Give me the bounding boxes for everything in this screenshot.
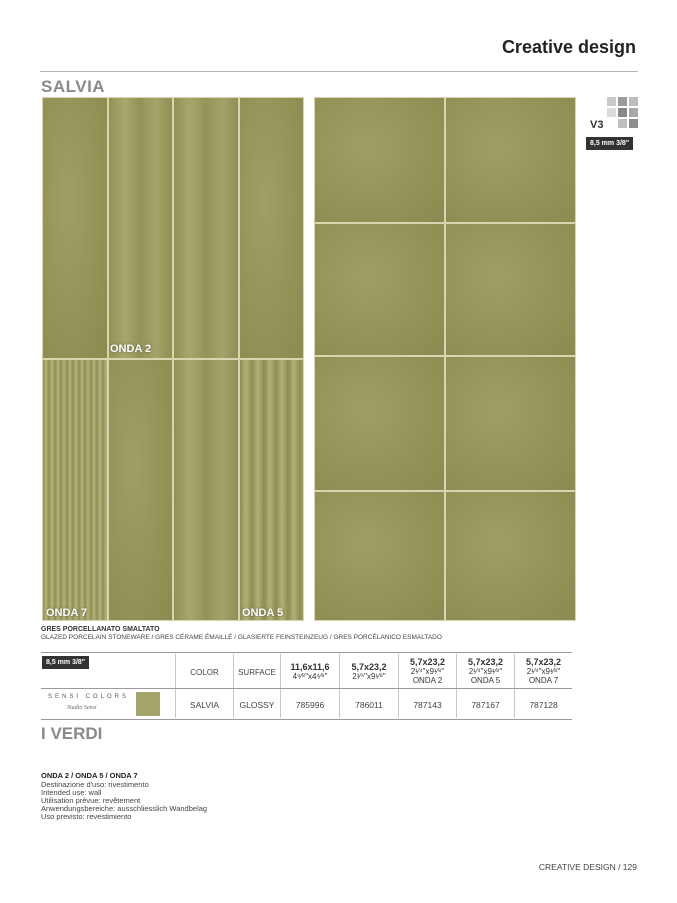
usage-line: Destinazione d'uso: rivestimento: [41, 780, 149, 789]
tile: [173, 359, 239, 621]
page-footer: CREATIVE DESIGN / 129: [538, 862, 637, 872]
product-photo-left: [42, 97, 304, 621]
column-header-size: [515, 657, 572, 685]
photo-label-onda2: ONDA 2: [110, 343, 152, 355]
table-rule-top: [41, 652, 572, 653]
material-subtitle: GLAZED PORCELAIN STONEWARE / GRES CÉRAME ÉMAILLÉ / GLASIERTE FEINSTEINZEUG / GRES PORCÉLANICO ESMALTADO: [41, 634, 442, 641]
thickness-badge: 8,5 mm 3/8": [586, 137, 633, 150]
usage-line: Intended use: wall: [41, 788, 102, 797]
cell-code: 787167: [471, 700, 500, 710]
tile: [314, 356, 445, 491]
size-inch: 4⁴⁄⁸"x4⁴⁄⁸": [292, 672, 328, 681]
cell-code: 786011: [355, 700, 383, 710]
cell-code: 787128: [529, 700, 558, 710]
tile: [314, 223, 445, 356]
cell-code: 785996: [295, 700, 325, 710]
column-header-size: [281, 662, 339, 681]
product-photo-right: [314, 97, 576, 621]
size-model: ONDA 7: [528, 676, 559, 685]
tile: [108, 97, 173, 359]
size-metric: 5,7x23,2: [467, 657, 504, 667]
cell-surface: GLOSSY: [239, 700, 275, 710]
material-title: GRES PORCELLANATO SMALTATO: [41, 626, 160, 633]
tile: [314, 491, 445, 621]
shade-variation-label: V3: [590, 119, 604, 131]
column-header-surface: SURFACE: [238, 668, 276, 677]
size-metric: 11,6x11,6: [290, 662, 330, 672]
group-title: I VERDI: [41, 724, 103, 743]
table-rule-middle: [41, 688, 572, 689]
size-inch: 2¹⁄⁴"x9¹⁄⁸": [352, 672, 386, 681]
usage-title: ONDA 2 / ONDA 5 / ONDA 7: [41, 771, 138, 780]
usage-line: Utilisation prévue: revêtement: [41, 796, 141, 805]
shade-variation-icon: [607, 97, 638, 128]
tile: [445, 223, 576, 356]
column-header-color: COLOR: [190, 668, 219, 677]
cell-code: 787143: [413, 700, 442, 710]
page-header-title: Creative design: [501, 37, 636, 57]
brand-logo: SENSI COLORS: [48, 694, 130, 700]
tile: [239, 359, 304, 621]
column-header-size: [399, 657, 456, 685]
tile: [445, 491, 576, 621]
color-swatch: [136, 692, 160, 716]
size-inch: 2¹⁄⁴"x9¹⁄⁸": [468, 667, 503, 676]
size-metric: 5,7x23,2: [525, 657, 562, 667]
photo-label-onda7: ONDA 7: [46, 607, 88, 619]
usage-line: Anwendungsbereiche: ausschliesslich Wandbelag: [41, 804, 208, 813]
table-rule-bottom: [41, 719, 572, 720]
cell-color: SALVIA: [189, 700, 220, 710]
usage-line: Uso previsto: revestimiento: [41, 812, 132, 821]
collection-title: SALVIA: [41, 77, 106, 96]
size-metric: 5,7x23,2: [351, 662, 387, 672]
tile: [445, 97, 576, 223]
size-model: ONDA 2: [412, 676, 443, 685]
tile: [173, 97, 239, 359]
tile: [42, 359, 108, 621]
table-thickness-badge: 8,5 mm 3/8": [42, 656, 89, 669]
tile: [42, 97, 108, 359]
size-inch: 2¹⁄⁴"x9¹⁄⁸": [526, 667, 561, 676]
size-inch: 2¹⁄⁴"x9¹⁄⁸": [410, 667, 445, 676]
brand-signature: Studio Sensi: [67, 705, 97, 711]
tile: [108, 359, 173, 621]
size-metric: 5,7x23,2: [409, 657, 446, 667]
column-header-size: [340, 662, 398, 681]
tile: [239, 97, 304, 359]
tile: [445, 356, 576, 491]
size-model: ONDA 5: [470, 676, 501, 685]
tile: [314, 97, 445, 223]
photo-label-onda5: ONDA 5: [242, 607, 284, 619]
header-divider: [40, 71, 638, 72]
column-header-size: [457, 657, 514, 685]
